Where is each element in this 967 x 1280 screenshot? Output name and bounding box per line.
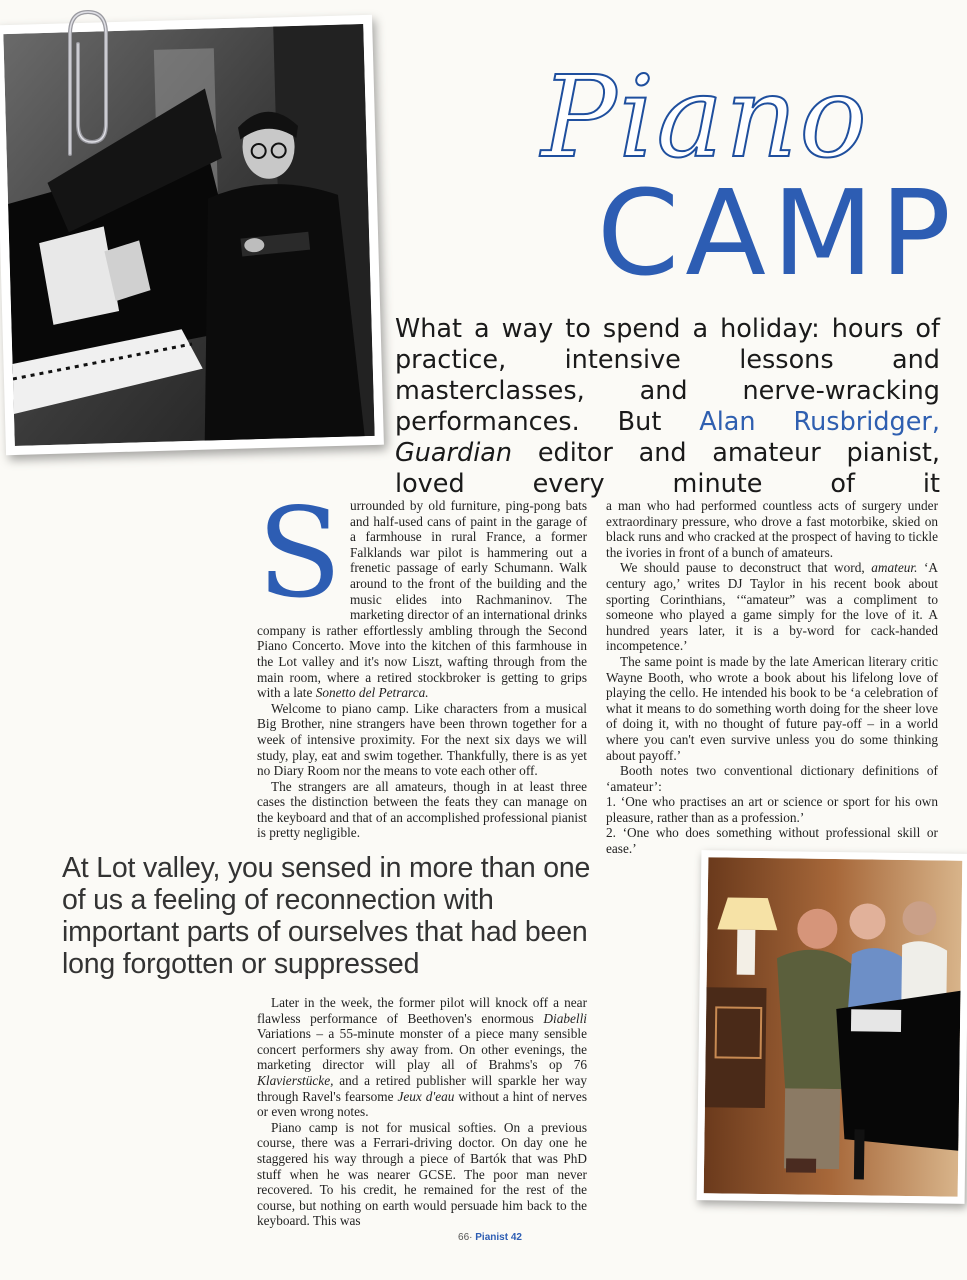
article-paragraph: Later in the week, the former pilot will knock off a near flawless performance of Beethoven's enormous Diabelli Variations – a 55-minute monster of a piece many sensible concert performers shy away from. On other evenings, the marketing director will play all of Brahms's op 76 Klavierstücke, and a retired publisher will sparkle her way through Ravel's fearsome Jeux d'eau without a hint of nerves or even wrong notes.	[257, 995, 587, 1120]
author-name: Alan Rusbridger,	[699, 407, 940, 437]
article-paragraph: Welcome to piano camp. Like characters from a musical Big Brother, nine strangers have been thrown together for a week of intensive proximity. For the next six days we will study, play, eat and swim together. Thankfully, there is as yet no Diary Room nor the means to vote each other off.	[257, 700, 587, 779]
article-paragraph: The strangers are all amateurs, though in at least three cases the distinction between the feats they can manage on the keyboard and that of an accomplished professional pianist is pretty negligible.	[257, 778, 587, 841]
photo-pianists-group	[697, 850, 967, 1204]
article-paragraph: Booth notes two conventional dictionary definitions of ‘amateur’:	[606, 763, 938, 794]
article-column-2	[606, 498, 938, 857]
folio-publication: Pianist	[475, 1232, 509, 1243]
page-folio: 66· Pianist 42	[458, 1232, 522, 1243]
publication-name: Guardian	[395, 438, 513, 468]
article-column-3	[257, 995, 587, 1229]
article-paragraph: Piano camp is not for musical softies. On a previous course, there was a Ferrari-driving doctor. On day one he staggered his way through a piece of Bartók that was PhD stuff when he was nearer GCSE. The poor man never recovered. To his credit, he remained for the rest of the course, but nothing on earth would persuade him back to the keyboard. This was	[257, 1119, 587, 1229]
definition-item: 2. ‘One who does something without professional skill or ease.’	[606, 825, 938, 857]
drop-cap: S	[257, 482, 342, 626]
standfirst-text-2: editor and amateur pianist, loved every minute of it	[395, 438, 940, 499]
article-paragraph: The same point is made by the late American literary critic Wayne Booth, who wrote a book about his lifelong love of playing the cello. He intended his book to be ‘a celebration of what it means to do something worth doing for the sheer love of doing it, with no thought of future pay-off – in a world where you can't even survive unless you do some thinking about payoff.’	[606, 653, 938, 763]
article-paragraph: urrounded by old furniture, ping-pong bats and half-used cans of paint in the garage of a farmhouse in rural France, a former Falklands war pilot is hammering out a frenetic passage of early Schumann. Walk around to the front of the building and the music elides into Rachmaninov. The marketing director of an international drinks company is rather effortlessly ambling through the Second Piano Concerto. Move into the kitchen of this farmhouse in the Lot valley and it's now Liszt, wafting through from the main room, where a retired stockbroker is getting to grips with a late Sonetto del Petrarca.	[257, 498, 587, 701]
folio-issue: 42	[510, 1232, 522, 1243]
photo-group-image	[704, 857, 963, 1197]
standfirst-text-1: What a way to spend a holiday: hours of practice, intensive lessons and masterclasses, and nerve-wracking performances. But	[395, 314, 940, 437]
title-main: CAMP	[596, 164, 957, 302]
page-number: 66	[458, 1232, 470, 1243]
article-paragraph: a man who had performed countless acts of surgery under extraordinary pressure, who drove a fast motorbike, skied on black runs and who cracked at the prospect of having to tickle the ivories in front of a bunch of amateurs.	[606, 498, 938, 560]
title-script: Piano	[541, 53, 869, 183]
paperclip-icon	[52, 4, 114, 162]
definition-item: 1. ‘One who practises an art or science or sport for his own pleasure, rather than as a profession.’	[606, 794, 938, 825]
standfirst	[395, 314, 940, 500]
article-column-1	[257, 482, 587, 841]
pull-quote: At Lot valley, you sensed in more than one of us a feeling of reconnection with important parts of ourselves that had been long forgotten or suppressed	[62, 852, 591, 980]
article-paragraph: We should pause to deconstruct that word, amateur. ‘A century ago,’ writes DJ Taylor in his recent book about sporting Corinthians, ‘“amateur” was a compliment to someone who played a game simply for the love of it. A hundred years later, it is a by-word for cack-handed incompetence.’	[606, 560, 938, 654]
